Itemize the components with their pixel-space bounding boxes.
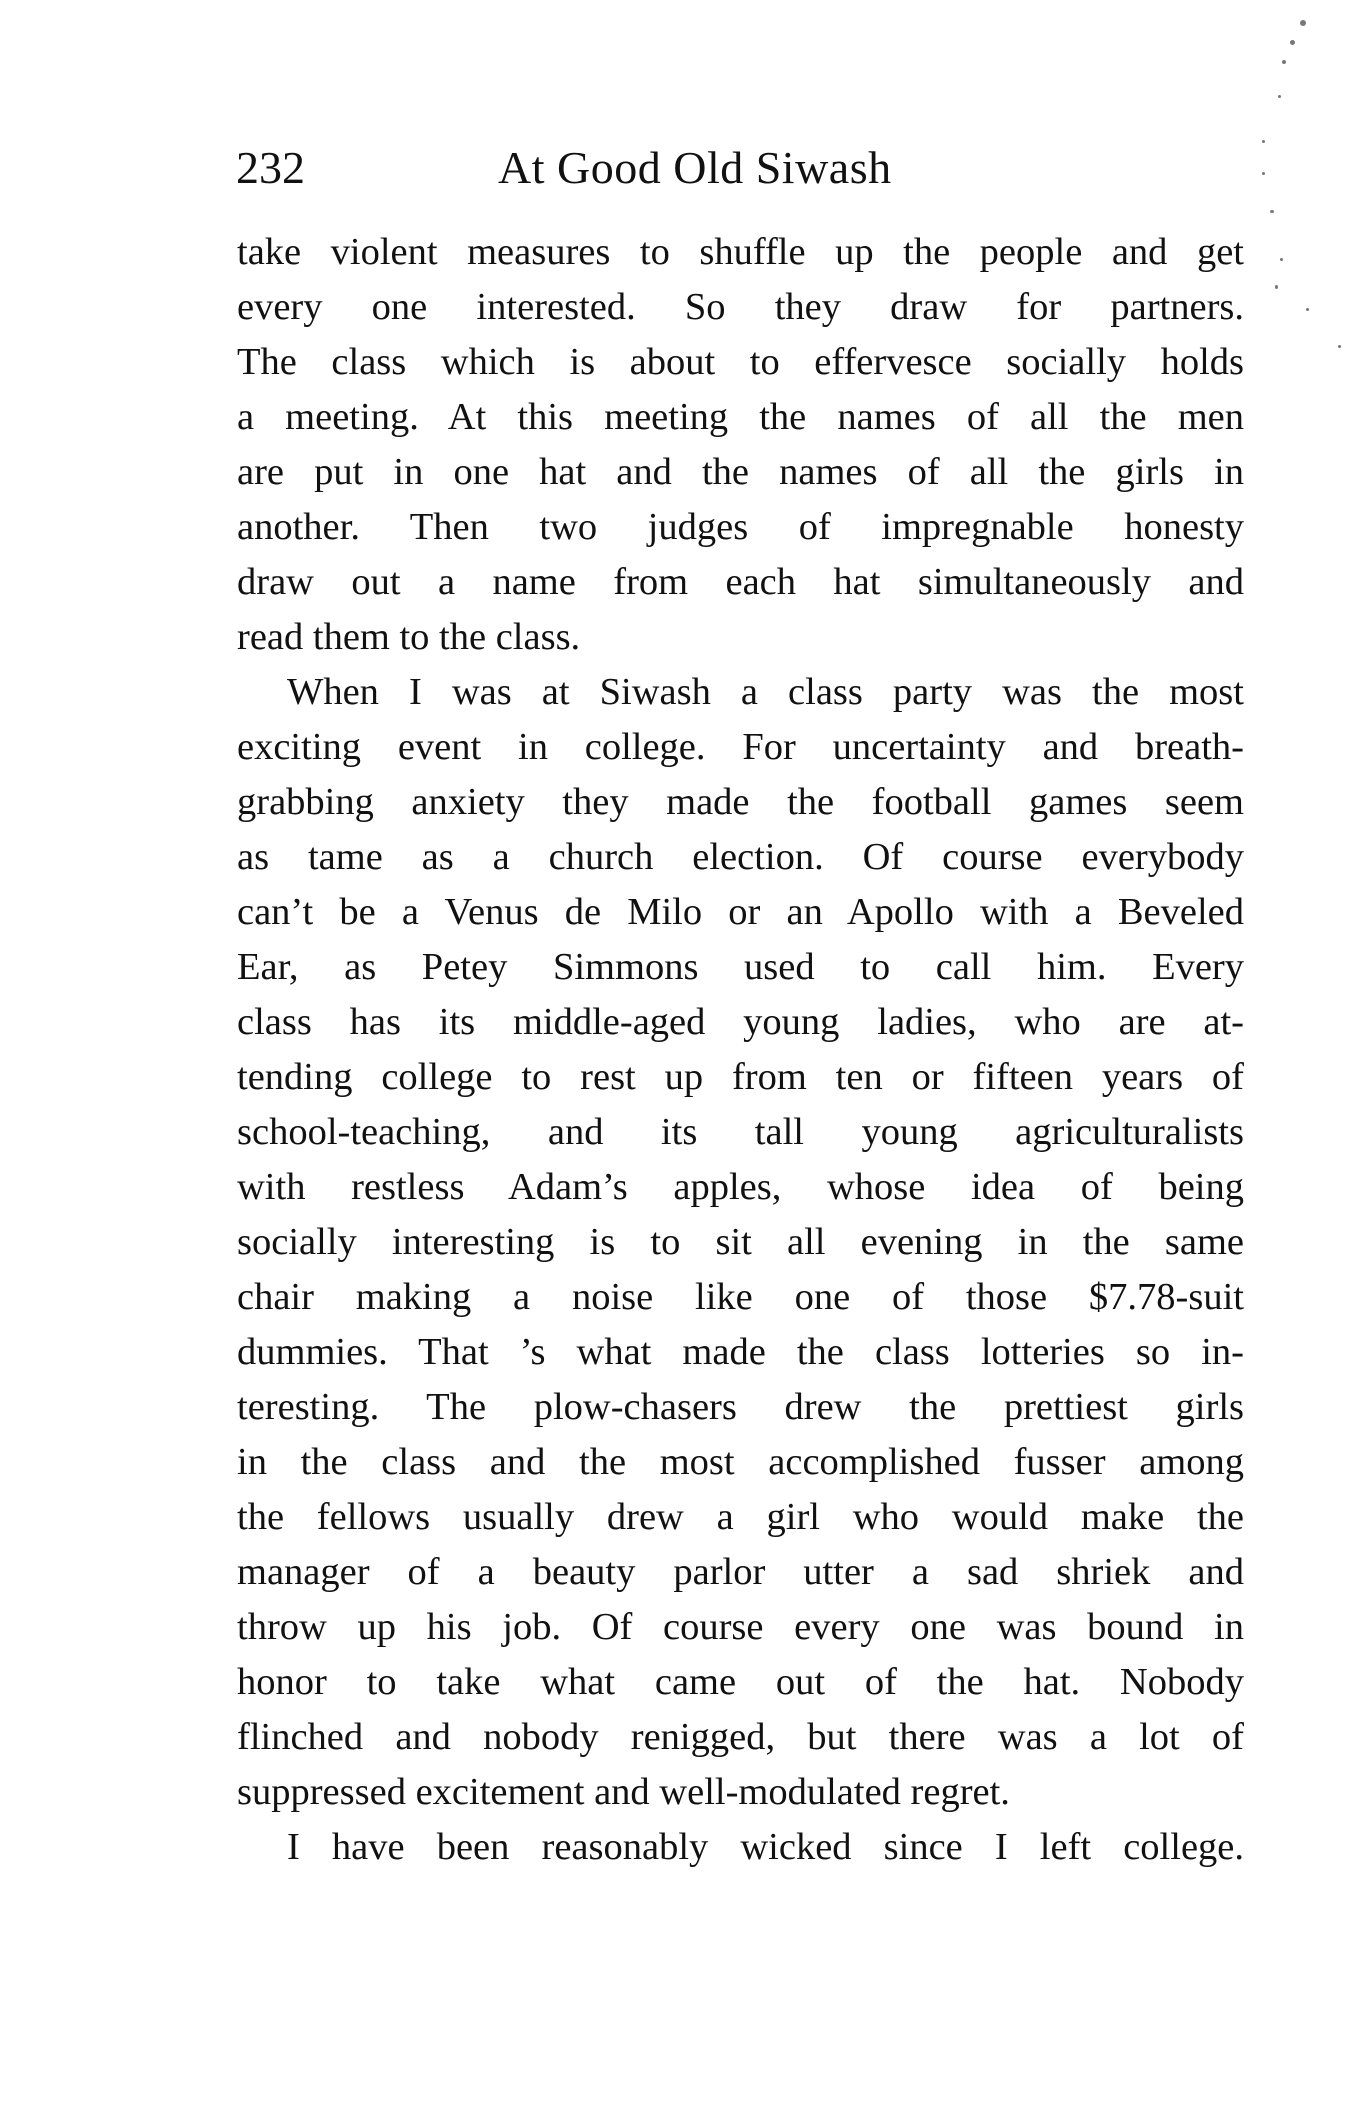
text-line: teresting. The plow-chasers drew the prettiest girls: [237, 1386, 1244, 1428]
text-line: in the class and the most accomplished fusser among: [237, 1441, 1244, 1483]
body-text: [237, 225, 1244, 1875]
text-line: every one interested. So they draw for partners.: [237, 286, 1244, 328]
text-line: suppressed excitement and well-modulated regret.: [237, 1771, 1010, 1813]
text-line: tending college to rest up from ten or fifteen years of: [237, 1056, 1244, 1098]
text-line: honor to take what came out of the hat. Nobody: [237, 1661, 1244, 1703]
text-line: another. Then two judges of impregnable honesty: [237, 506, 1244, 548]
text-line: as tame as a church election. Of course everybody: [237, 836, 1244, 878]
text-line: can’t be a Venus de Milo or an Apollo with a Beveled: [237, 891, 1244, 933]
text-line: Ear, as Petey Simmons used to call him. Every: [237, 946, 1244, 988]
text-line: a meeting. At this meeting the names of all the men: [237, 396, 1244, 438]
text-line: read them to the class.: [237, 616, 581, 658]
text-line: manager of a beauty parlor utter a sad shriek and: [237, 1551, 1244, 1593]
text-line: exciting event in college. For uncertainty and breath-: [237, 726, 1244, 768]
text-line: throw up his job. Of course every one was bound in: [237, 1606, 1244, 1648]
running-title: At Good Old Siwash: [498, 142, 892, 193]
text-line: dummies. That ’s what made the class lotteries so in-: [237, 1331, 1244, 1373]
text-line: draw out a name from each hat simultaneously and: [237, 561, 1244, 603]
text-line: are put in one hat and the names of all the girls in: [237, 451, 1244, 493]
text-line: school-teaching, and its tall young agriculturalists: [237, 1111, 1244, 1153]
page-number: 232: [236, 142, 305, 193]
text-line: socially interesting is to sit all evening in the same: [237, 1221, 1244, 1263]
text-line: take violent measures to shuffle up the people and get: [237, 231, 1244, 273]
text-line: chair making a noise like one of those $7.78-suit: [237, 1276, 1244, 1318]
text-line: grabbing anxiety they made the football games seem: [237, 781, 1244, 823]
text-line: class has its middle-aged young ladies, who are at-: [237, 1001, 1244, 1043]
text-line: The class which is about to effervesce socially holds: [237, 341, 1244, 383]
text-line: When I was at Siwash a class party was the most: [287, 671, 1244, 713]
text-line: flinched and nobody renigged, but there was a lot of: [237, 1716, 1244, 1758]
text-line: I have been reasonably wicked since I left college.: [287, 1826, 1244, 1868]
text-line: with restless Adam’s apples, whose idea of being: [237, 1166, 1244, 1208]
text-line: the fellows usually drew a girl who would make the: [237, 1496, 1244, 1538]
